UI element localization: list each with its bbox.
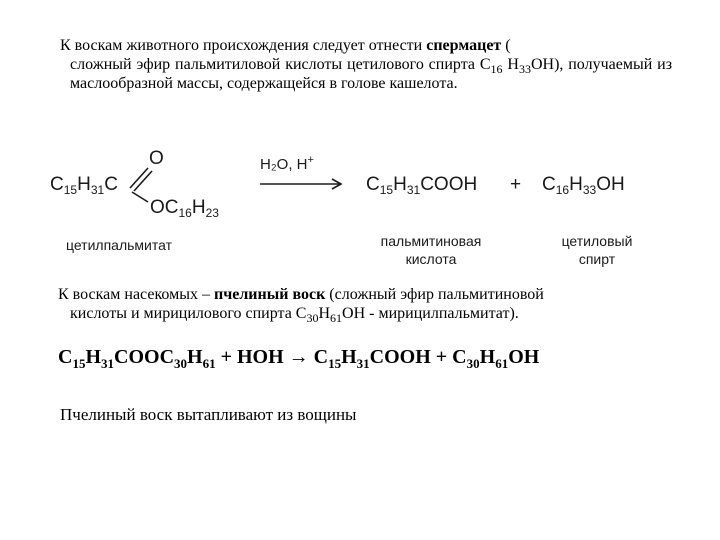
term-spermaceti: спермацет: [426, 37, 502, 54]
subscript: 61: [330, 311, 343, 325]
eq-part: + HOH: [215, 346, 289, 368]
symbol: H: [569, 174, 583, 195]
subscript: 30: [466, 356, 480, 371]
subscript: 31: [90, 183, 105, 197]
label-line: кислота: [405, 251, 457, 267]
label-palmitic-acid: [366, 232, 496, 268]
subscript: 31: [356, 356, 370, 371]
beeswax-hydrolysis-equation: [58, 346, 539, 369]
reactant-formula: [50, 174, 118, 196]
text-run: Н: [318, 305, 331, 322]
product-alcohol-formula: [542, 174, 625, 196]
subscript: 61: [495, 356, 509, 371]
text-run: кислоты и мирицилового спирта С: [70, 305, 307, 322]
symbol: C: [542, 174, 556, 195]
paragraph-spermaceti: [60, 36, 672, 93]
text-run: сложный эфир пальмитиловой кислоты цетилового спирта С: [70, 56, 491, 73]
carbonyl-oxygen: O: [149, 148, 164, 169]
symbol: OH: [596, 174, 625, 195]
reaction-arrow-icon: →: [288, 346, 309, 368]
subscript: 30: [306, 311, 319, 325]
eq-part: C: [308, 346, 329, 368]
symbol: COOH: [420, 174, 478, 195]
subscript: 15: [63, 183, 78, 197]
subscript: 16: [555, 183, 570, 197]
label-line: пальмитиновая: [380, 233, 482, 249]
symbol: H: [77, 174, 91, 195]
label-line: спирт: [578, 251, 616, 267]
label-line: цетиловый: [561, 233, 633, 249]
reagent-label: [260, 156, 314, 173]
label-cetyl-alcohol: [542, 232, 652, 268]
subscript: 16: [490, 62, 503, 76]
text-run: К воскам животного происхождения следует отнести: [60, 37, 427, 54]
paragraph-beeswax-extraction: Пчелиный воск вытапливают из вощины: [60, 405, 357, 424]
eq-part: H: [85, 346, 102, 368]
text-run: (: [501, 37, 511, 54]
paragraph-continuation: [60, 55, 672, 93]
eq-part: COOH + C: [369, 346, 467, 368]
subscript: 16: [178, 206, 192, 220]
single-bond-line: [132, 192, 148, 202]
carbonyl-carbon: C: [104, 174, 118, 195]
product-acid-formula: [366, 174, 477, 196]
term-beeswax: пчелиный воск: [213, 286, 326, 303]
text-run: Н: [502, 56, 519, 73]
symbol: C: [366, 174, 380, 195]
symbol: OC: [150, 197, 179, 218]
paragraph-line: [60, 36, 672, 55]
eq-part: H: [187, 346, 203, 368]
eq-part: OH: [508, 346, 540, 368]
superscript: +: [307, 154, 314, 166]
subscript: 33: [518, 62, 531, 76]
label-cetyl-palmitate: цетилпальмитат: [66, 237, 173, 253]
text-run: ОН - мирицилпальмитат).: [342, 305, 519, 322]
eq-part: COOC: [114, 346, 175, 368]
symbol: H: [393, 174, 407, 195]
subscript: 15: [72, 356, 86, 371]
eq-part: C: [58, 346, 73, 368]
text-run: (сложный эфир пальмитиновой: [325, 286, 544, 303]
subscript: 33: [582, 183, 597, 197]
subscript: 15: [328, 356, 342, 371]
subscript: 15: [379, 183, 394, 197]
plus-sign: +: [510, 174, 522, 195]
ester-group: [150, 197, 219, 219]
symbol: H: [191, 197, 206, 218]
reagent-text: H₂O, H: [260, 156, 308, 173]
subscript: 23: [205, 206, 219, 220]
eq-part: H: [341, 346, 357, 368]
hydrolysis-scheme: [48, 140, 688, 280]
subscript: 31: [101, 356, 115, 371]
text-run: К воскам насекомых –: [58, 286, 214, 303]
subscript: 61: [202, 356, 216, 371]
eq-part: H: [479, 346, 496, 368]
paragraph-beeswax: [58, 285, 678, 323]
subscript: 31: [406, 183, 421, 197]
symbol: C: [50, 174, 64, 195]
paragraph-continuation: [58, 304, 678, 323]
subscript: 30: [174, 356, 188, 371]
text-run: ОН), получаемый из маслообразной массы, содержащейся в голове кашелота.: [70, 56, 673, 92]
